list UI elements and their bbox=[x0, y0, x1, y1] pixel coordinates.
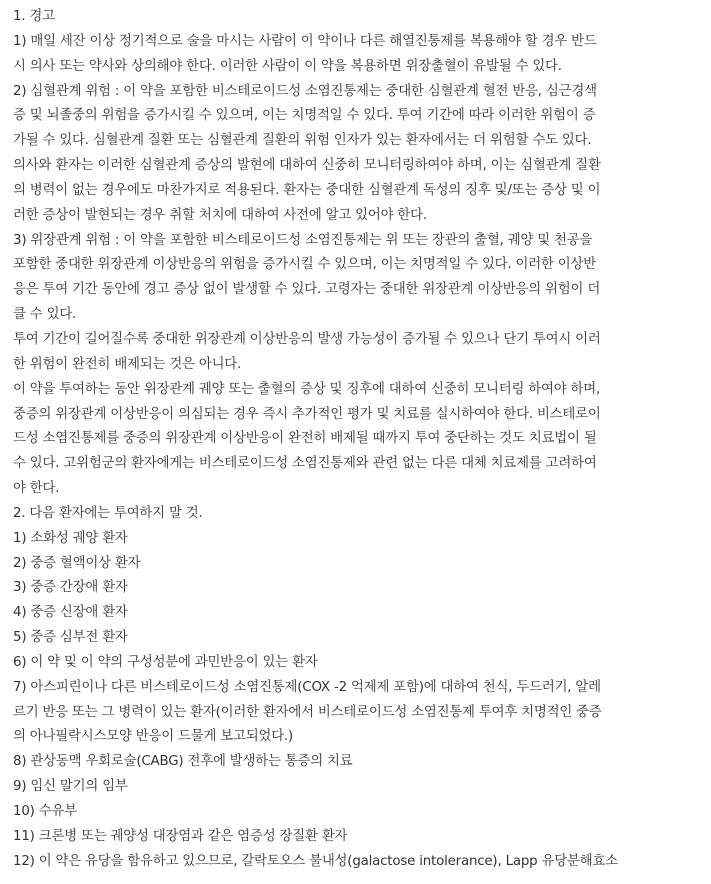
text-line: 르기 반응 또는 그 병력이 있는 환자(이러한 환자에서 비스테로이드성 소염진통제 투여후 치명적인 중증 bbox=[13, 704, 602, 720]
text-line: 투여 기간이 길어질수록 중대한 위장관계 이상반응의 발생 가능성이 증가될 수 있으나 단기 투여시 이러 bbox=[13, 331, 601, 347]
text-line: 5) 중증 심부전 환자 bbox=[13, 630, 128, 646]
text-line: 4) 중증 신장애 환자 bbox=[13, 605, 128, 621]
text-line: 가될 수 있다. 심혈관계 질환 또는 심혈관계 질환의 위험 인자가 있는 환자에서는 더 위험할 수도 있다. bbox=[13, 133, 592, 149]
text-line: 10) 수유부 bbox=[13, 804, 77, 819]
text-line: 11) 크론병 또는 궤양성 대장염과 같은 염증성 장질환 환자 bbox=[13, 828, 348, 844]
text-line: 7) 아스피린이나 다른 비스테로이드성 소염진통제(COX -2 억제제 포함)에 대하여 천식, 두드러기, 알레 bbox=[13, 679, 601, 695]
text-line: 러한 증상이 발현되는 경우 취할 처치에 대하여 사전에 알고 있어야 한다. bbox=[13, 207, 427, 223]
text-line: 클 수 있다. bbox=[13, 307, 77, 323]
text-line: 3) 위장관계 위험 : 이 약을 포함한 비스테로이드성 소염진통제는 위 또는 장관의 출혈, 궤양 및 천공을 bbox=[13, 232, 593, 248]
text-line: 증 및 뇌졸중의 위험을 증가시킬 수 있으며, 이는 치명적일 수 있다. 투여 기간에 따라 이러한 위험이 증 bbox=[13, 108, 596, 124]
text-line: 수 있다. 고위험군의 환자에게는 비스테로이드성 소염진통제와 관련 없는 다른 대체 치료제를 고려하여 bbox=[13, 456, 597, 472]
text-line: 의 병력이 없는 경우에도 마찬가지로 적용된다. 환자는 중대한 심혈관계 독성의 징후 및/또는 증상 및 이 bbox=[13, 182, 601, 198]
text-line: 야 한다. bbox=[13, 481, 60, 497]
text-line: 2) 심혈관계 위험 : 이 약을 포함한 비스테로이드성 소염진통제는 중대한 심혈관계 혈전 반응, 심근경색 bbox=[13, 83, 597, 99]
text-line: 12) 이 약은 유당을 함유하고 있으므로, 갈락토오스 불내성(galactose intolerance), Lapp 유당분해효소 bbox=[13, 853, 618, 869]
text-line: 2. 다음 환자에는 투여하지 말 것. bbox=[13, 505, 203, 521]
text-line: 한 위험이 완전히 배제되는 것은 아니다. bbox=[13, 356, 242, 372]
text-line: 1) 매일 세잔 이상 정기적으로 술을 마시는 사람이 이 약이나 다른 해열진통제를 복용해야 할 경우 반드 bbox=[13, 33, 597, 49]
text-line: 1) 소화성 궤양 환자 bbox=[13, 530, 128, 546]
text-line: 중증의 위장관계 이상반응이 의심되는 경우 즉시 추가적인 평가 및 치료를 실시하여야 한다. 비스테로이 bbox=[13, 406, 601, 422]
text-line: 6) 이 약 및 이 약의 구성성분에 과민반응이 있는 환자 bbox=[13, 654, 318, 670]
text-line: 응은 투여 기간 동안에 경고 증상 없이 발생할 수 있다. 고령자는 중대한 위장관계 이상반응의 위험이 더 bbox=[13, 282, 601, 298]
text-line: 2) 중증 혈액이상 환자 bbox=[13, 555, 141, 571]
text-line: 9) 임신 말기의 임부 bbox=[13, 779, 128, 795]
text-line: 이 약을 투여하는 동안 위장관계 궤양 또는 출혈의 증상 및 징후에 대하여 신중히 모니터링 하여야 하며, bbox=[13, 381, 601, 397]
text-line: 1. 경고 bbox=[13, 9, 55, 24]
text-line: 포함한 중대한 위장관계 이상반응의 위험을 증가시킬 수 있으며, 이는 치명적일 수 있다. 이러한 이상반 bbox=[13, 257, 596, 273]
text-line: 시 의사 또는 약사와 상의해야 한다. 이러한 사람이 이 약을 복용하면 위장출혈이 유발될 수 있다. bbox=[13, 58, 562, 74]
text-line: 3) 중증 간장애 환자 bbox=[13, 580, 128, 596]
text-line: 8) 관상동맥 우회로술(CABG) 전후에 발생하는 통증의 치료 bbox=[13, 754, 353, 770]
text-line: 의사와 환자는 이러한 심혈관계 증상의 발현에 대하여 신중히 모니터링하여야 하며, 이는 심혈관계 질환 bbox=[13, 158, 601, 174]
text-line: 드성 소염진통제를 중증의 위장관계 이상반응이 완전히 배제될 때까지 투여 중단하는 것도 치료법이 될 bbox=[13, 431, 597, 447]
text-line: 의 아나필락시스모양 반응이 드물게 보고되었다.) bbox=[13, 729, 294, 745]
